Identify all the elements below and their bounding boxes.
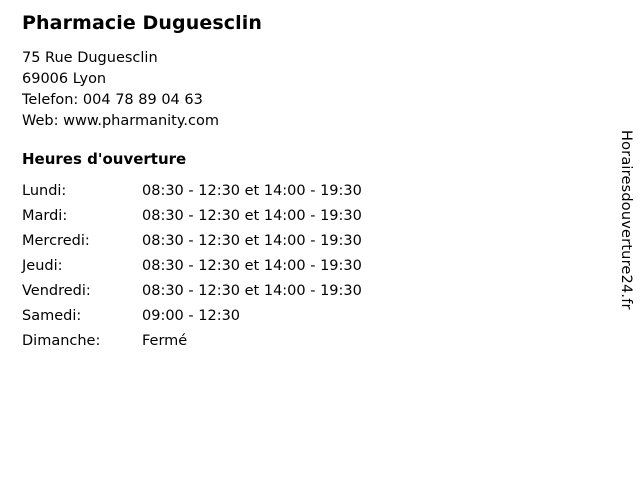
day-hours: 08:30 - 12:30 et 14:00 - 19:30 (142, 183, 362, 199)
address-line-street: 75 Rue Duguesclin (22, 50, 158, 66)
day-label: Lundi: (22, 183, 67, 199)
opening-hours-table (22, 182, 362, 357)
day-hours: 08:30 - 12:30 et 14:00 - 19:30 (142, 208, 362, 224)
page-title: Pharmacie Duguesclin (22, 12, 262, 34)
day-label: Vendredi: (22, 283, 91, 299)
table-row (22, 332, 362, 357)
address-line-phone: Telefon: 004 78 89 04 63 (22, 92, 203, 108)
table-row (22, 307, 362, 332)
opening-hours-heading: Heures d'ouverture (22, 150, 187, 168)
day-hours: 08:30 - 12:30 et 14:00 - 19:30 (142, 283, 362, 299)
pharmacy-info-page (22, 12, 582, 357)
day-hours: Fermé (142, 333, 188, 349)
table-row (22, 182, 362, 207)
address-block (22, 48, 582, 132)
table-row (22, 282, 362, 307)
day-label: Dimanche: (22, 333, 101, 349)
address-line-city: 69006 Lyon (22, 71, 107, 87)
day-label: Mardi: (22, 208, 68, 224)
day-hours: 08:30 - 12:30 et 14:00 - 19:30 (142, 258, 362, 274)
day-hours: 08:30 - 12:30 et 14:00 - 19:30 (142, 233, 362, 249)
day-label: Mercredi: (22, 233, 90, 249)
day-label: Samedi: (22, 308, 82, 324)
table-row (22, 232, 362, 257)
address-line-web: Web: www.pharmanity.com (22, 113, 219, 129)
table-row (22, 207, 362, 232)
day-label: Jeudi: (22, 258, 63, 274)
watermark-label: Horairesdouverture24.fr (618, 130, 634, 310)
table-row (22, 257, 362, 282)
day-hours: 09:00 - 12:30 (142, 308, 241, 324)
